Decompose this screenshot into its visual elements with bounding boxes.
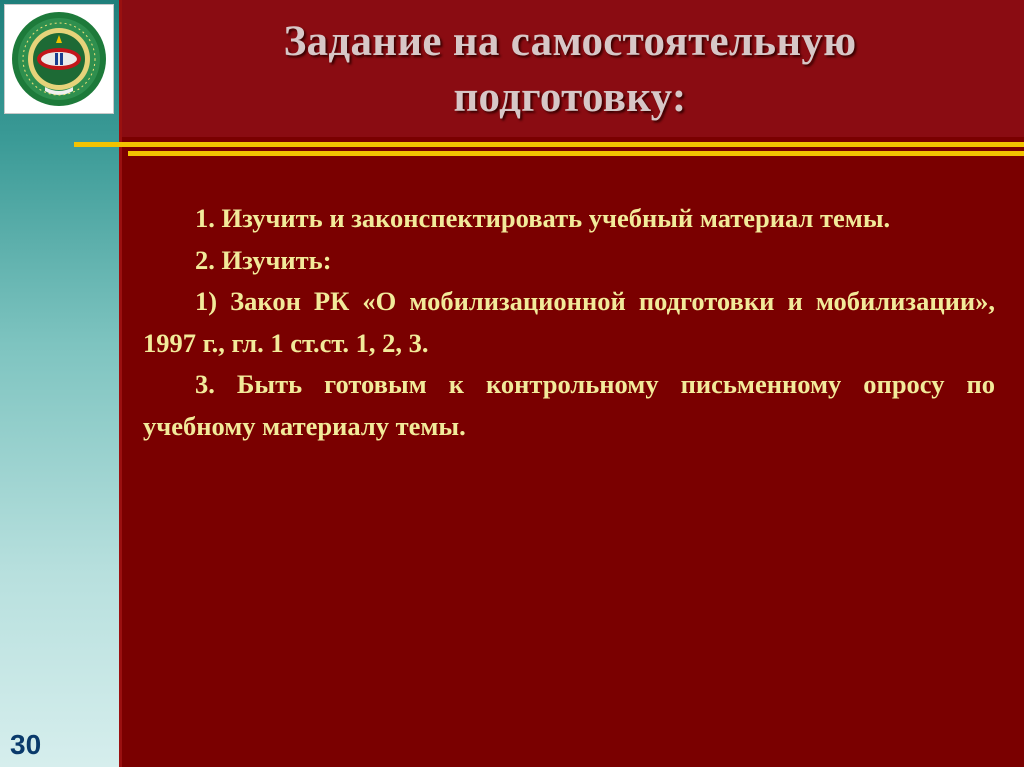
page-title: Задание на самостоятельную подготовку: (283, 18, 857, 121)
slide-number: 30 (10, 729, 42, 760)
assignment-item: 3. Быть готовым к контрольному письменному опросу по учебному материалу темы. (143, 369, 995, 441)
assignment-item: 2. Изучить: (195, 244, 332, 275)
divider-line (74, 142, 1024, 147)
assignment-text (143, 198, 995, 447)
logo (4, 4, 114, 114)
divider-line (128, 151, 1024, 156)
emblem-icon (5, 5, 113, 113)
left-sidebar (0, 0, 119, 767)
assignment-item: 1) Закон РК «О мобилизационной подготовки и мобилизации», 1997 г., гл. 1 ст.ст. 1, 2, 3. (143, 286, 995, 358)
assignment-item: 1. Изучить и законспектировать учебный материал темы. (195, 203, 891, 233)
